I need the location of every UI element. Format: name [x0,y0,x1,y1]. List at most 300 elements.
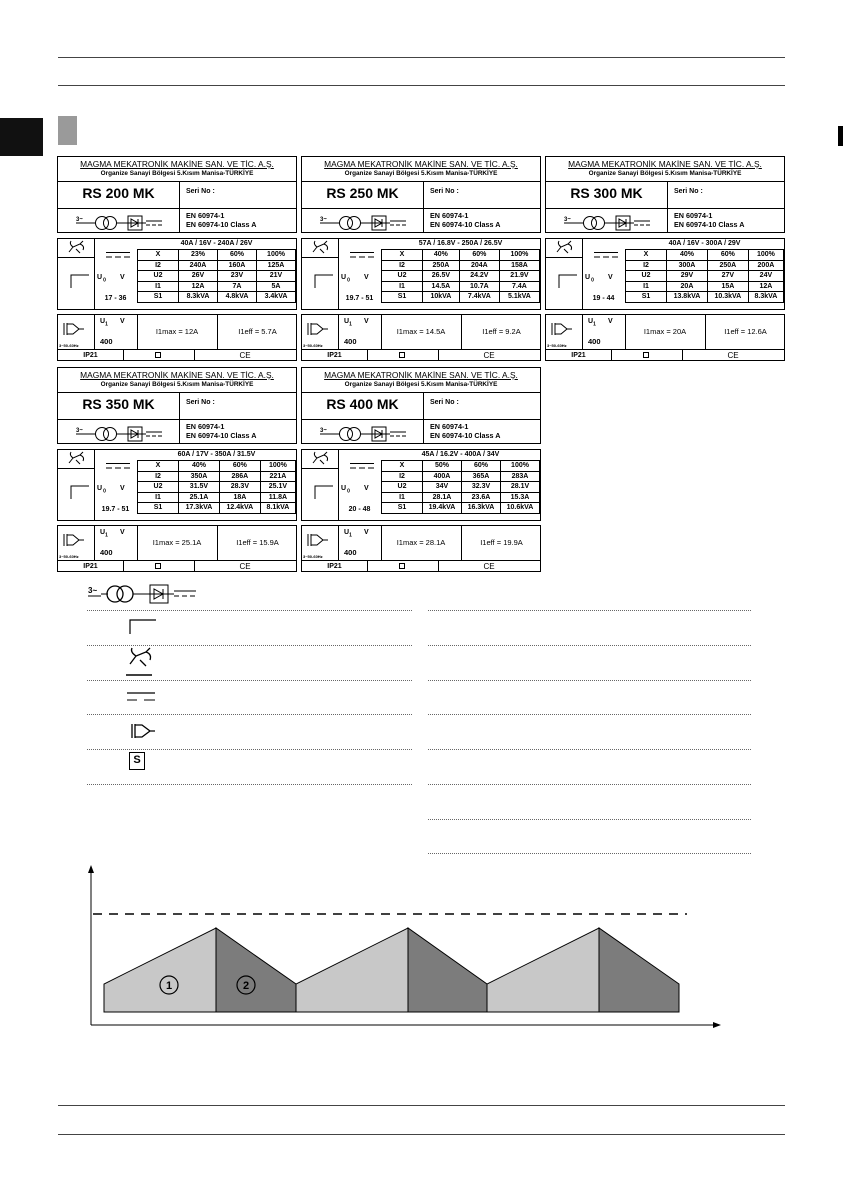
table-cell: 13.8kVA [667,292,708,303]
row-label: I2 [138,260,179,271]
table-cell: 60% [707,250,748,260]
supply-ratings [545,314,785,350]
table-cell: 20A [667,281,708,292]
legend-line [428,714,751,716]
u1-label: $U_1$ [100,529,108,539]
table-cell: 7A [218,281,257,292]
table-cell: 125A [257,260,296,271]
output-ratings [57,449,297,521]
model-name: RS 250 MK [326,185,399,201]
section-tab [0,118,43,156]
supply-voltage: 400 [344,337,357,346]
model-name: RS 200 MK [82,185,155,201]
legend-line [87,784,412,786]
table-cell: 221A [260,471,295,482]
table-cell: 25.1V [260,482,295,493]
u1-label: $U_1$ [588,318,596,328]
no-load-voltage-range: 19.7 - 51 [101,506,130,513]
table-row [138,461,296,471]
supply-frequency: 3~50-60Hz [547,343,567,348]
row-label: S1 [382,503,423,514]
standard-2: EN 60974-10 Class A [186,431,257,440]
cycle-3 [487,928,679,1012]
svg-text:3~: 3~ [76,217,83,223]
table-cell: 29V [667,271,708,282]
dc-current-icon [106,246,130,264]
legend-line [87,714,412,716]
table-cell: 8.3kVA [179,292,218,303]
svg-text:3~: 3~ [76,428,83,434]
effective-input-current: I1eff = 9.2A [482,327,521,336]
legend-line [428,610,751,612]
ce-mark: CE [727,351,739,360]
standard-1: EN 60974-1 [430,422,469,431]
row-label: U2 [382,482,423,493]
table-cell: 5.1kVA [499,292,539,303]
table-row [382,482,540,493]
table-cell: 12A [179,281,218,292]
table-cell: 8.1kVA [260,503,295,514]
current-range: 60A / 17V - 350A / 31.5V [137,450,296,461]
table-cell: 11.8A [260,492,295,503]
table-cell: 28.1V [501,482,540,493]
table-row [138,271,296,282]
table-cell: 3.4kVA [257,292,296,303]
model-name: RS 350 MK [82,396,155,412]
standard-2: EN 60974-10 Class A [674,220,745,229]
table-cell: 32.3V [462,482,501,493]
row-label: X [138,250,179,260]
plate-header [545,156,785,233]
current-range: 40A / 16V - 240A / 26V [137,239,296,250]
supply-voltage: 400 [588,337,601,346]
row-label: I1 [382,492,423,503]
table-row [626,292,784,303]
row-label: I1 [382,281,423,292]
rating-plate [301,156,541,361]
mains-plug-icon [130,721,156,741]
max-input-current: I1max = 28.1A [396,538,446,547]
uo-label: $U_0$ [97,274,107,284]
table-cell: 8.3kVA [748,292,783,303]
legend-line [87,610,412,612]
row-label: I2 [382,471,423,482]
volt-unit: V [120,274,125,281]
table-cell: 60% [462,461,501,471]
table-row [626,281,784,292]
rating-plate [301,367,541,572]
svg-text:3~: 3~ [88,586,98,595]
manufacturer-address: Organize Sanayi Bölgesi 5.Kısım Manisa-TÜRKİYE [588,170,742,177]
ratings-table [381,461,540,514]
row-label: U2 [138,482,179,493]
u1-label: $U_1$ [344,318,352,328]
supply-ratings [57,525,297,561]
row-label: S1 [138,503,179,514]
dc-current-icon [594,246,618,264]
cycle-2 [296,928,487,1012]
table-cell: 60% [218,250,257,260]
table-cell: 16.3kVA [462,503,501,514]
protection-class: IP21 [83,563,98,570]
standard-2: EN 60974-10 Class A [430,220,501,229]
rating-plate [545,156,785,361]
standard-2: EN 60974-10 Class A [430,431,501,440]
max-input-current: I1max = 25.1A [152,538,202,547]
plate-footer [301,350,541,361]
bottom-rule [58,1134,785,1135]
transformer-rectifier-icon [88,583,198,605]
mig-torch-icon [126,646,156,678]
supply-ratings [301,525,541,561]
step-characteristic-icon [128,617,158,635]
supply-voltage: 400 [344,548,357,557]
table-cell: 12A [748,281,783,292]
table-row [382,292,540,303]
s-mark-icon [399,563,405,569]
table-row [626,260,784,271]
svg-text:2: 2 [242,980,250,992]
s-mark-icon [155,563,161,569]
dc-current-icon [350,246,374,264]
ratings-table [137,250,296,303]
table-cell: 286A [219,471,260,482]
s-mark-icon [643,352,649,358]
table-cell: 240A [179,260,218,271]
table-cell: 28.1A [423,492,462,503]
uo-label: $U_0$ [341,485,351,495]
s-mark-icon [399,352,405,358]
edge-tick [838,126,843,146]
dc-current-icon [350,457,374,475]
table-cell: 100% [257,250,296,260]
table-cell: 14.5A [423,281,460,292]
table-cell: 18A [219,492,260,503]
standard-2: EN 60974-10 Class A [186,220,257,229]
uo-label: $U_0$ [585,274,595,284]
table-cell: 300A [667,260,708,271]
table-cell: 21.9V [499,271,539,282]
table-row [138,292,296,303]
table-row [626,250,784,260]
max-input-current: I1max = 14.5A [396,327,446,336]
manufacturer-name: MAGMA MEKATRONİK MAKİNE SAN. VE TİC. A.Ş. [324,370,518,380]
rating-plate [57,367,297,572]
section-marker [58,116,77,145]
output-ratings [57,238,297,310]
svg-text:3~: 3~ [320,428,327,434]
transformer-rectifier-icon [320,212,420,237]
plate-footer [57,561,297,572]
mains-plug-icon [307,532,329,553]
table-cell: 19.4kVA [423,503,462,514]
table-cell: 158A [499,260,539,271]
transformer-rectifier-icon [564,212,664,237]
manufacturer-address: Organize Sanayi Bölgesi 5.Kısım Manisa-TÜRKİYE [344,381,498,388]
max-input-current: I1max = 12A [155,327,199,336]
table-cell: 17.3kVA [179,503,220,514]
table-cell: 25.1A [179,492,220,503]
no-load-voltage-range: 19.7 - 51 [345,295,374,302]
s-mark-icon [129,752,145,770]
header-rule [58,85,785,86]
mains-plug-icon [63,532,85,553]
step-characteristic-icon [70,484,90,505]
effective-input-current: I1eff = 19.9A [480,538,523,547]
mains-plug-icon [63,321,85,342]
manufacturer-name: MAGMA MEKATRONİK MAKİNE SAN. VE TİC. A.Ş. [568,159,762,169]
table-row [138,260,296,271]
table-cell: 204A [459,260,499,271]
effective-input-current: I1eff = 15.9A [236,538,279,547]
row-label: X [382,250,423,260]
table-cell: 24V [748,271,783,282]
table-cell: 350A [179,471,220,482]
table-row [138,281,296,292]
table-cell: 27V [707,271,748,282]
output-ratings [545,238,785,310]
row-label: I1 [626,281,667,292]
table-cell: 15A [707,281,748,292]
table-cell: 365A [462,471,501,482]
table-cell: 10.3kVA [707,292,748,303]
table-cell: 10kVA [423,292,460,303]
plate-header [301,156,541,233]
rating-plate [57,156,297,361]
table-cell: 283A [501,471,540,482]
legend-line [428,784,751,786]
row-label: I2 [626,260,667,271]
plate-header [301,367,541,444]
table-cell: 5A [257,281,296,292]
table-row [382,281,540,292]
legend-line [428,680,751,682]
table-cell: 15.3A [501,492,540,503]
table-cell: 12.4kVA [219,503,260,514]
table-cell: 100% [748,250,783,260]
table-cell: 23.6A [462,492,501,503]
legend-line [428,645,751,647]
table-cell: 250A [423,260,460,271]
u1-label: $U_1$ [344,529,352,539]
table-cell: 40% [179,461,220,471]
legend-line [428,749,751,751]
row-label: U2 [138,271,179,282]
manufacturer-name: MAGMA MEKATRONİK MAKİNE SAN. VE TİC. A.Ş. [324,159,518,169]
table-row [382,271,540,282]
output-ratings [301,238,541,310]
table-row [382,260,540,271]
plate-footer [57,350,297,361]
duty-cycle-diagram [75,865,725,1035]
legend-line [87,749,412,751]
effective-input-current: I1eff = 12.6A [724,327,767,336]
volt-unit: V [608,274,613,281]
dc-current-icon [106,457,130,475]
step-characteristic-icon [314,273,334,294]
table-cell: 24.2V [459,271,499,282]
table-cell: 23V [218,271,257,282]
manufacturer-address: Organize Sanayi Bölgesi 5.Kısım Manisa-TÜRKİYE [100,381,254,388]
legend-line [87,645,412,647]
manufacturer-address: Organize Sanayi Bölgesi 5.Kısım Manisa-TÜRKİYE [100,170,254,177]
serial-label: Seri No : [430,399,459,406]
supply-frequency: 3~50-60Hz [303,554,323,559]
current-range: 40A / 16V - 300A / 29V [625,239,784,250]
ce-mark: CE [483,351,495,360]
supply-voltage: 400 [100,548,113,557]
serial-label: Seri No : [430,188,459,195]
volt-unit: V [364,485,369,492]
volt-unit: V [120,318,125,325]
table-cell: 250A [707,260,748,271]
svg-text:3~: 3~ [564,217,571,223]
row-label: X [382,461,423,471]
table-row [138,492,296,503]
row-label: X [138,461,179,471]
table-cell: 160A [218,260,257,271]
manufacturer-name: MAGMA MEKATRONİK MAKİNE SAN. VE TİC. A.Ş. [80,370,274,380]
current-range: 45A / 16.2V - 400A / 34V [381,450,540,461]
table-row [382,471,540,482]
table-row [382,461,540,471]
protection-class: IP21 [83,352,98,359]
row-label: U2 [626,271,667,282]
mains-plug-icon [551,321,573,342]
legend-line [428,819,751,821]
manufacturer-name: MAGMA MEKATRONİK MAKİNE SAN. VE TİC. A.Ş. [80,159,274,169]
volt-unit: V [364,274,369,281]
model-name: RS 400 MK [326,396,399,412]
serial-label: Seri No : [186,399,215,406]
supply-frequency: 3~50-60Hz [303,343,323,348]
table-cell: 100% [501,461,540,471]
row-label: S1 [138,292,179,303]
uo-label: $U_0$ [341,274,351,284]
table-row [382,250,540,260]
row-label: S1 [626,292,667,303]
table-row [138,482,296,493]
standard-1: EN 60974-1 [186,422,225,431]
ce-mark: CE [239,351,251,360]
no-load-voltage-range: 20 - 48 [348,506,371,513]
effective-input-current: I1eff = 5.7A [238,327,277,336]
volt-unit: V [120,485,125,492]
table-cell: 21V [257,271,296,282]
no-load-voltage-range: 19 - 44 [592,295,615,302]
table-cell: 28.3V [219,482,260,493]
s-mark-icon [155,352,161,358]
table-cell: 4.8kVA [218,292,257,303]
table-row [626,271,784,282]
serial-label: Seri No : [186,188,215,195]
step-characteristic-icon [558,273,578,294]
supply-frequency: 3~50-60Hz [59,343,79,348]
row-label: X [626,250,667,260]
mains-plug-icon [307,321,329,342]
legend-line [87,680,412,682]
table-cell: 100% [260,461,295,471]
table-cell: 26.5V [423,271,460,282]
ratings-table [381,250,540,303]
plate-footer [301,561,541,572]
transformer-rectifier-icon [76,212,176,237]
supply-ratings [57,314,297,350]
output-ratings [301,449,541,521]
table-row [138,503,296,514]
no-load-voltage-range: 17 - 36 [104,295,127,302]
row-label: S1 [382,292,423,303]
supply-frequency: 3~50-60Hz [59,554,79,559]
table-cell: 40% [423,250,460,260]
footer-rule [58,1105,785,1106]
row-label: I2 [382,260,423,271]
table-cell: 23% [179,250,218,260]
volt-unit: V [364,529,369,536]
volt-unit: V [364,318,369,325]
u1-label: $U_1$ [100,318,108,328]
plate-header [57,367,297,444]
standard-1: EN 60974-1 [674,211,713,220]
manufacturer-address: Organize Sanayi Bölgesi 5.Kısım Manisa-TÜRKİYE [344,170,498,177]
legend-line [428,853,751,855]
plate-header [57,156,297,233]
table-cell: 50% [423,461,462,471]
protection-class: IP21 [571,352,586,359]
serial-label: Seri No : [674,188,703,195]
ce-mark: CE [483,562,495,571]
table-cell: 7.4kVA [459,292,499,303]
dc-current-icon [127,690,157,704]
ratings-table [625,250,784,303]
table-row [138,471,296,482]
table-row [138,250,296,260]
protection-class: IP21 [327,563,342,570]
supply-ratings [301,314,541,350]
step-characteristic-icon [70,273,90,294]
row-label: I2 [138,471,179,482]
table-cell: 10.7A [459,281,499,292]
svg-text:1: 1 [165,980,173,992]
table-cell: 26V [179,271,218,282]
s-mark-text: S [133,754,141,766]
ce-mark: CE [239,562,251,571]
protection-class: IP21 [327,352,342,359]
transformer-rectifier-icon [76,423,176,448]
volt-unit: V [608,318,613,325]
table-cell: 60% [219,461,260,471]
table-cell: 40% [667,250,708,260]
row-label: U2 [382,271,423,282]
supply-voltage: 400 [100,337,113,346]
ratings-table [137,461,296,514]
table-cell: 60% [459,250,499,260]
table-row [382,492,540,503]
row-label: I1 [138,492,179,503]
top-rule [58,57,785,58]
volt-unit: V [120,529,125,536]
table-cell: 400A [423,471,462,482]
standard-1: EN 60974-1 [186,211,225,220]
standard-1: EN 60974-1 [430,211,469,220]
table-cell: 34V [423,482,462,493]
row-label: I1 [138,281,179,292]
table-cell: 100% [499,250,539,260]
cycle-1 [104,928,296,1012]
table-cell: 7.4A [499,281,539,292]
transformer-rectifier-icon [320,423,420,448]
plate-footer [545,350,785,361]
